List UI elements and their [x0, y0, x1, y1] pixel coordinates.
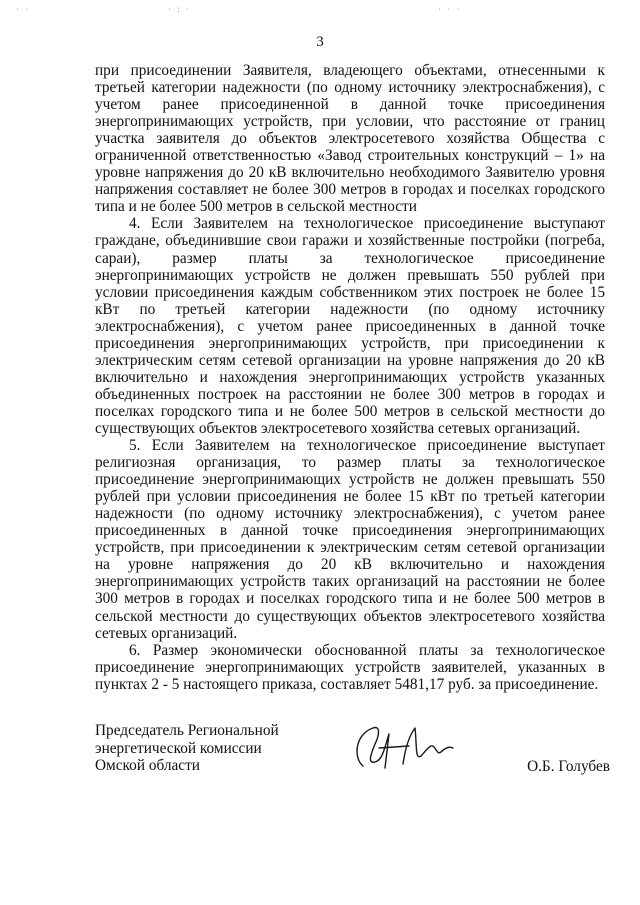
signer-title-line: Председатель Региональной	[95, 722, 279, 739]
page-number: 3	[316, 34, 324, 50]
paragraph-item-4: 4. Если Заявителем на технологическое присоединение выступают граждане, объединившие свои гаражи и хозяйственные постройки (погреба, сараи), размер платы за технологическое присоединение энергопринимающих устройств не должен превышать 550 рублей при условии присоединения каждым собственником этих построек не более 15 кВт по третьей категории надежности (по одному источнику электроснабжения), с учетом ранее присоединенных в данной точке присоединения энергопринимающих устройств, при присоединении к электрическим сетям сетевой организации на уровне напряжения до 20 кВ включительно и нахождения энергопринимающих устройств указанных объединенных построек на расстоянии не более 300 метров в городах и поселках городского типа и не более 500 метров в сельской местности до существующих объектов электросетевого хозяйства сетевых организаций.	[95, 215, 605, 437]
scan-artifact: · · ·	[438, 4, 462, 14]
scan-artifact: · : ·	[168, 4, 191, 14]
scan-artifact: · ·	[16, 4, 31, 14]
handwritten-signature	[345, 716, 455, 780]
signer-title-line: энергетической комиссии	[95, 739, 262, 757]
signature-block	[95, 722, 610, 792]
paragraph-continuation: при присоединении Заявителя, владеющего объектами, отнесенными к третьей категории надежности (по одному источнику электроснабжения), с учетом ранее присоединенной в данной точке присоединения энергопринимающих устройств, при условии, что расстояние от границ участка заявителя до объектов электросетевого хозяйства Общества с ограниченной ответственностью «Завод строительных конструкций – 1» на уровне напряжения до 20 кВ включительно необходимого Заявителю уровня напряжения составляет не более 300 метров в городах и поселках городского типа и не более 500 метров в сельской местности	[95, 62, 605, 216]
paragraph-item-6: 6. Размер экономически обоснованной платы за технологическое присоединение энергопринимающих устройств заявителей, указанных в пунктах 2 - 5 настоящего приказа, составляет 5481,17 руб. за присоединение.	[95, 641, 605, 693]
document-body	[95, 62, 605, 693]
paragraph-item-5: 5. Если Заявителем на технологическое присоединение выступает религиозная организация, то размер платы за технологическое присоединение энергопринимающих устройств не должен превышать 550 рублей при условии присоединения не более 15 кВт по третьей категории надежности (по одному источнику электроснабжения), с учетом ранее присоединенных в данной точке присоединения энергопринимающих устройств, при присоединении к электрическим сетям сетевой организации на уровне напряжения до 20 кВ включительно и нахождения энергопринимающих устройств таких организаций на расстоянии не более 300 метров в городах и поселках городского типа и не более 500 метров в сельской местности до существующих объектов электросетевого хозяйства сетевых организаций.	[95, 437, 605, 642]
signer-name: О.Б. Голубев	[527, 758, 610, 775]
signer-title-line: Омской области	[95, 757, 200, 774]
